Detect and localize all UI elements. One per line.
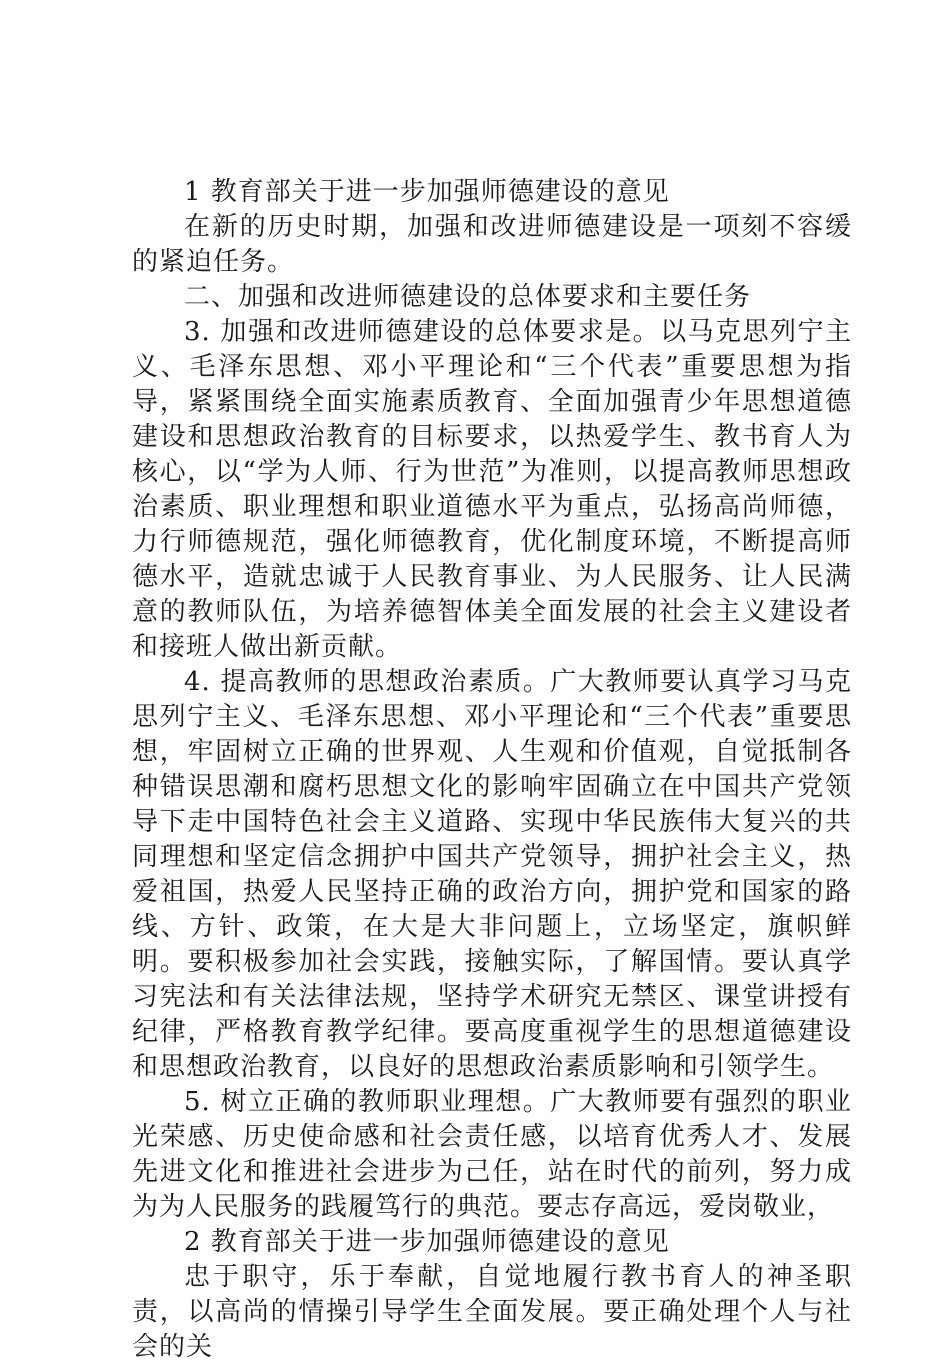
page-header-1: 1 教育部关于进一步加强师德建设的意见 <box>184 177 670 207</box>
page-header-2: 2 教育部关于进一步加强师德建设的意见 <box>184 1227 670 1257</box>
section-heading: 二、加强和改进师德建设的总体要求和主要任务 <box>184 282 752 312</box>
document-body <box>132 175 852 1365</box>
intro-paragraph: 在新的历史时期，加强和改进师德建设是一项刻不容缓的紧迫任务。 <box>132 212 852 277</box>
paragraph-4: 4. 提高教师的思想政治素质。广大教师要认真学习马克思列宁主义、毛泽东思想、邓小平理论和“三个代表”重要思想，牢固树立正确的世界观、人生观和价值观，自觉抵制各种错误思潮和腐朽思想文化的影响牢固确立在中国共产党领导下走中国特色社会主义道路、实现中华民族伟大复兴的共同理想和坚定信念拥护中国共产党领导，拥护社会主义，热爱祖国，热爱人民坚持正确的政治方向，拥护党和国家的路线、方针、政策，在大是大非问题上，立场坚定，旗帜鲜明。要积极参加社会实践，接触实际，了解国情。要认真学习宪法和有关法律法规，坚持学术研究无禁区、课堂讲授有纪律，严格教育教学纪律。要高度重视学生的思想道德建设和思想政治教育，以良好的思想政治素质影响和引领学生。 <box>132 667 852 1082</box>
paragraph-5: 5. 树立正确的教师职业理想。广大教师要有强烈的职业光荣感、历史使命感和社会责任感，以培育优秀人才、发展先进文化和推进社会进步为己任，站在时代的前列，努力成为为人民服务的践履笃行的典范。要志存高远，爱岗敬业， <box>132 1087 852 1222</box>
paragraph-3: 3. 加强和改进师德建设的总体要求是。以马克思列宁主义、毛泽东思想、邓小平理论和“三个代表”重要思想为指导，紧紧围绕全面实施素质教育、全面加强青少年思想道德建设和思想政治教育的目标要求，以热爱学生、教书育人为核心，以“学为人师、行为世范”为准则，以提高教师思想政治素质、职业理想和职业道德水平为重点，弘扬高尚师德，力行师德规范，强化师德教育，优化制度环境，不断提高师德水平，造就忠诚于人民教育事业、为人民服务、让人民满意的教师队伍，为培养德智体美全面发展的社会主义建设者和接班人做出新贡献。 <box>132 317 852 662</box>
paragraph-6: 忠于职守，乐于奉献，自觉地履行教书育人的神圣职责，以高尚的情操引导学生全面发展。要正确处理个人与社会的关 <box>132 1262 852 1362</box>
